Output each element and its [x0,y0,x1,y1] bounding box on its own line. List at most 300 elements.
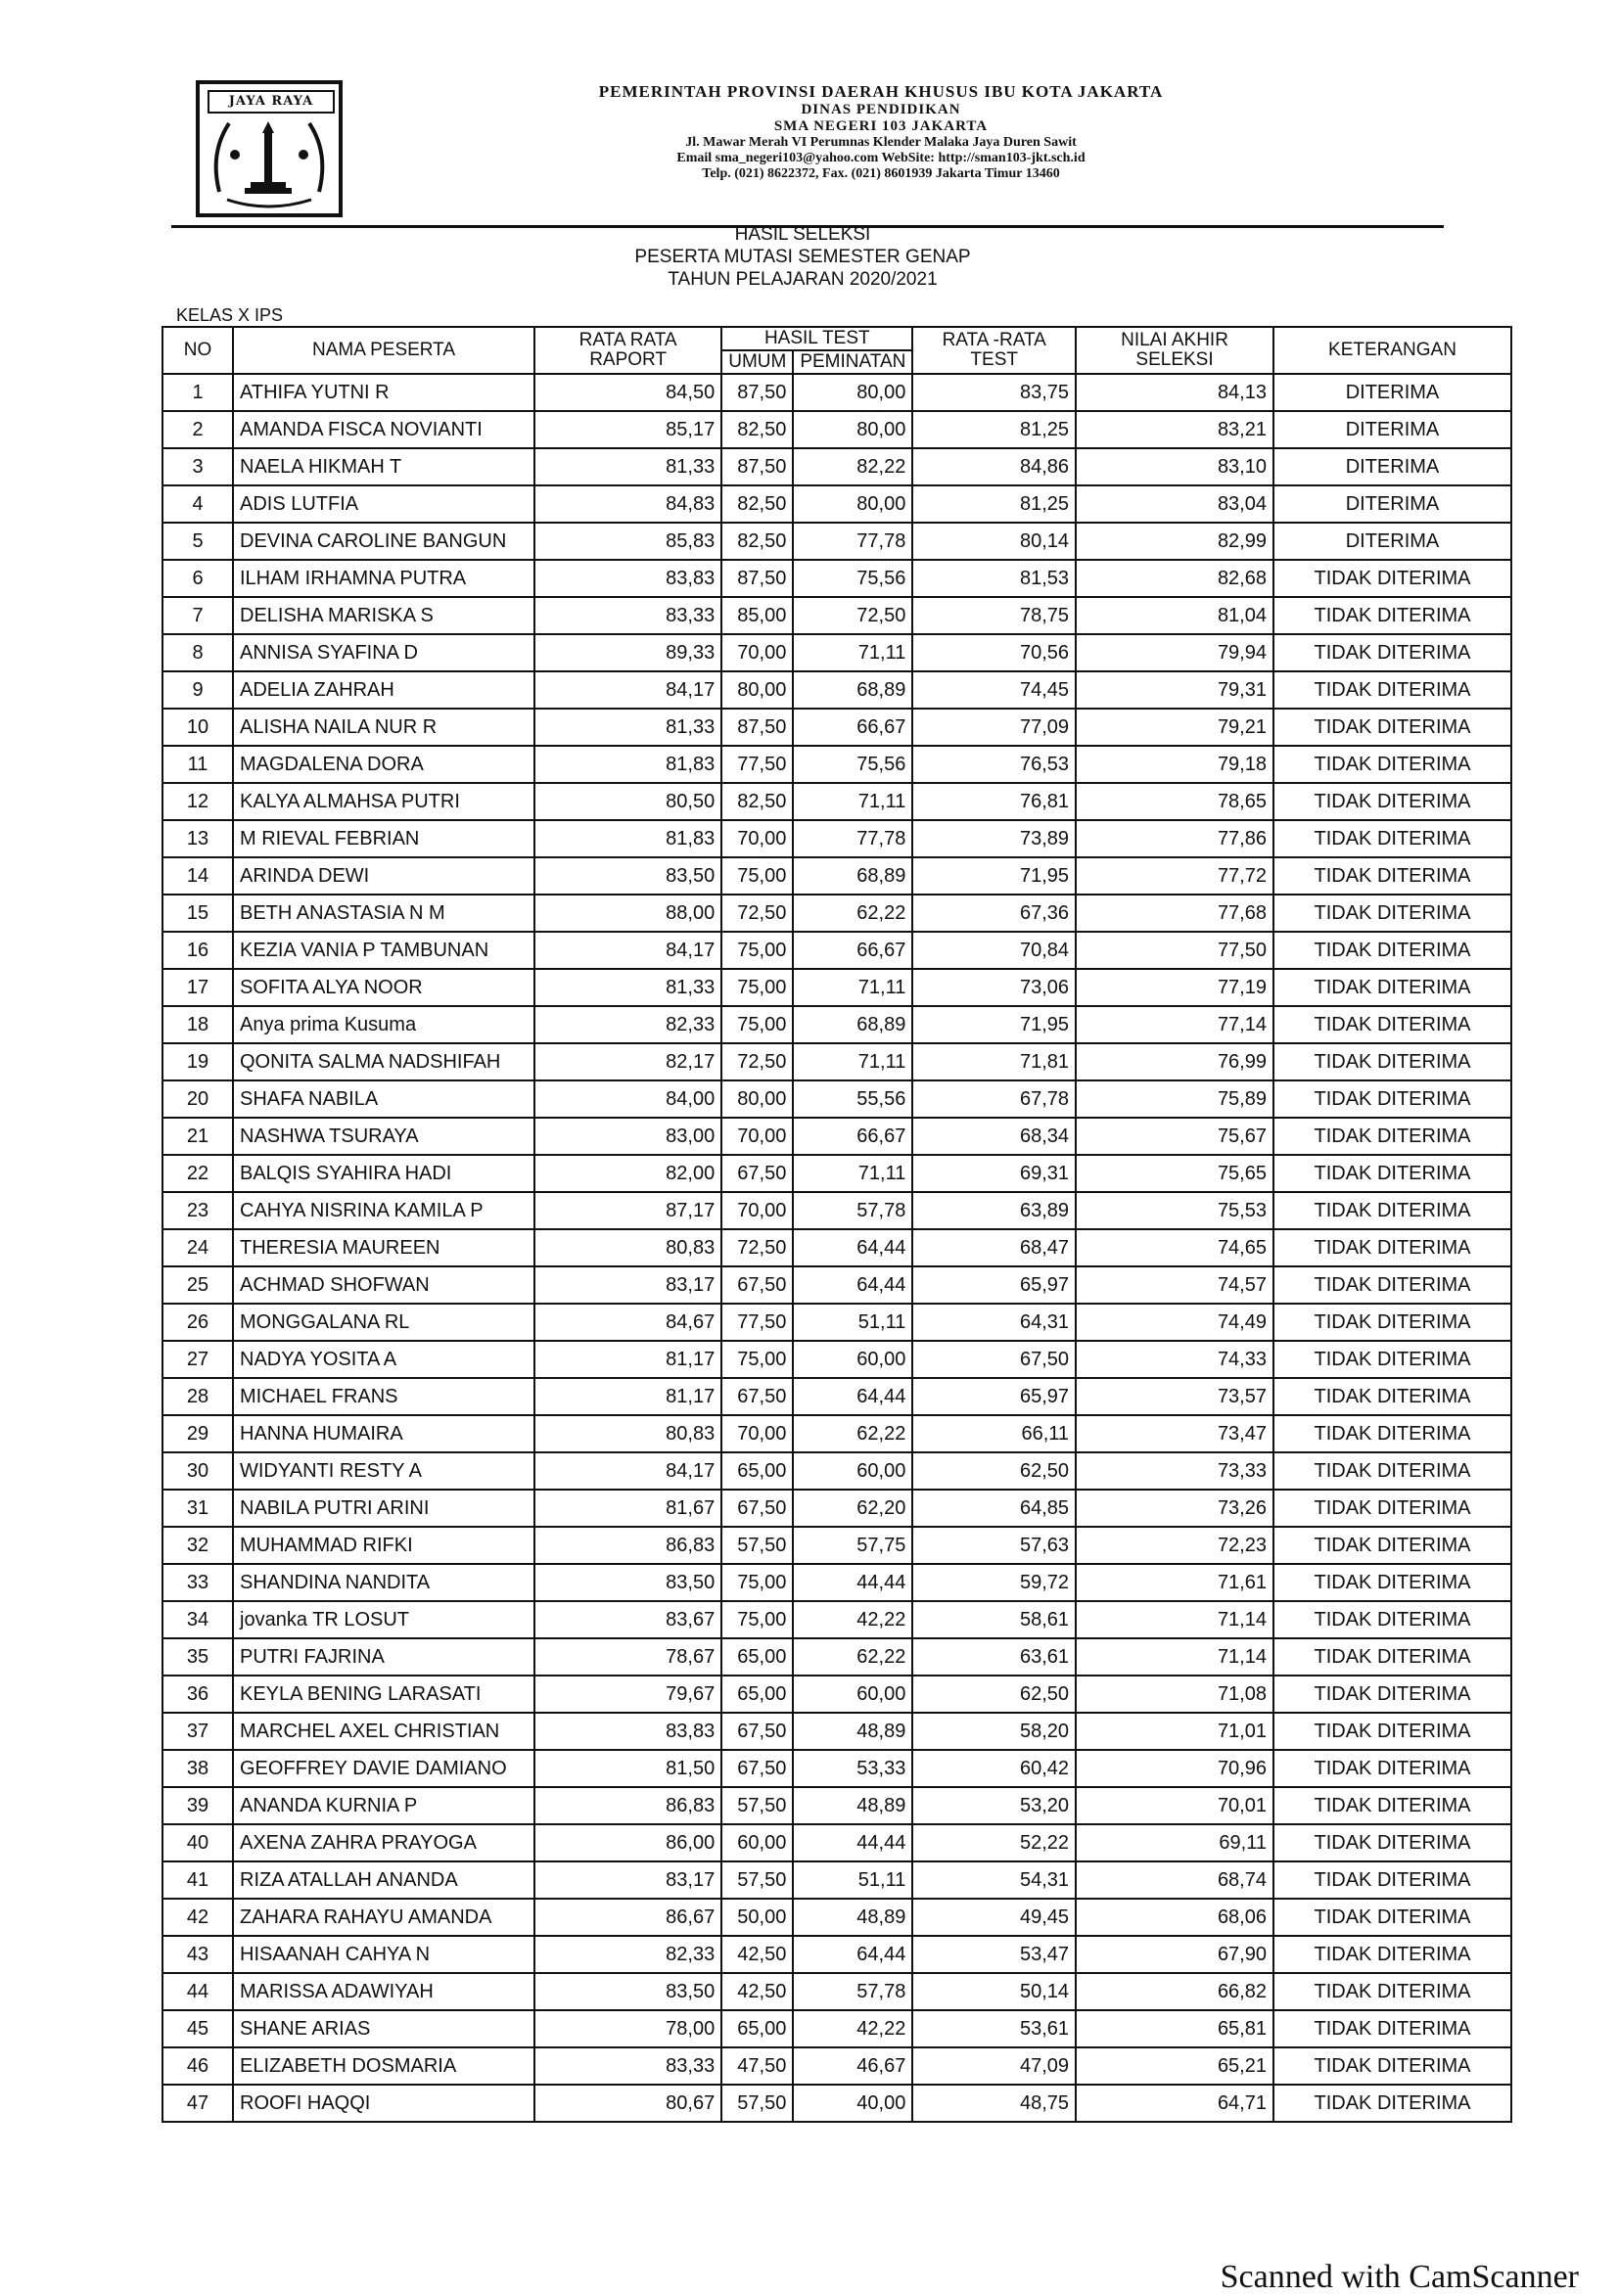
cell-rata-test: 81,53 [912,560,1076,597]
cell-no: 11 [162,746,233,783]
cell-name: HISAANAH CAHYA N [233,1936,534,1973]
cell-nilai-akhir: 73,33 [1076,1452,1273,1490]
table-row [162,857,1511,895]
cell-peminatan: 62,20 [793,1490,912,1527]
letterhead [196,80,1468,217]
cell-keterangan: TIDAK DITERIMA [1273,671,1511,709]
cell-nilai-akhir: 68,06 [1076,1899,1273,1936]
cell-keterangan: TIDAK DITERIMA [1273,1676,1511,1713]
cell-name: SHANDINA NANDITA [233,1564,534,1601]
cell-keterangan: TIDAK DITERIMA [1273,709,1511,746]
cell-rata-test: 47,09 [912,2047,1076,2085]
cell-keterangan: TIDAK DITERIMA [1273,2085,1511,2122]
institution-line-3: SMA NEGERI 103 JAKARTA [773,118,989,134]
cell-nilai-akhir: 75,65 [1076,1155,1273,1192]
cell-rata-test: 65,97 [912,1266,1076,1304]
cell-rapor: 86,83 [534,1787,721,1824]
cell-no: 6 [162,560,233,597]
table-row [162,2010,1511,2047]
cell-no: 28 [162,1378,233,1415]
cell-rapor: 78,00 [534,2010,721,2047]
cell-rata-test: 84,86 [912,448,1076,485]
cell-peminatan: 77,78 [793,523,912,560]
class-label: KELAS X IPS [176,305,284,325]
cell-rapor: 86,00 [534,1824,721,1861]
cell-umum: 70,00 [721,1415,793,1452]
cell-name: WIDYANTI RESTY A [233,1452,534,1490]
table-row [162,1564,1511,1601]
cell-name: KALYA ALMAHSA PUTRI [233,783,534,820]
cell-umum: 77,50 [721,746,793,783]
cell-umum: 82,50 [721,523,793,560]
cell-rapor: 81,67 [534,1490,721,1527]
cell-keterangan: TIDAK DITERIMA [1273,746,1511,783]
cell-no: 31 [162,1490,233,1527]
cell-keterangan: TIDAK DITERIMA [1273,1861,1511,1899]
cell-name: MAGDALENA DORA [233,746,534,783]
cell-name: jovanka TR LOSUT [233,1601,534,1638]
cell-no: 36 [162,1676,233,1713]
cell-nilai-akhir: 70,01 [1076,1787,1273,1824]
cell-nilai-akhir: 73,26 [1076,1490,1273,1527]
cell-umum: 72,50 [721,895,793,932]
cell-peminatan: 64,44 [793,1229,912,1266]
cell-peminatan: 42,22 [793,2010,912,2047]
cell-nilai-akhir: 83,10 [1076,448,1273,485]
cell-umum: 65,00 [721,1676,793,1713]
cell-umum: 67,50 [721,1750,793,1787]
cell-no: 45 [162,2010,233,2047]
cell-rata-test: 73,06 [912,969,1076,1006]
cell-rapor: 84,83 [534,485,721,523]
cell-umum: 57,50 [721,1527,793,1564]
cell-umum: 70,00 [721,820,793,857]
cell-rata-test: 63,61 [912,1638,1076,1676]
table-row [162,1899,1511,1936]
cell-rata-test: 68,34 [912,1118,1076,1155]
cell-peminatan: 51,11 [793,1861,912,1899]
cell-nilai-akhir: 65,21 [1076,2047,1273,2085]
cell-umum: 75,00 [721,1006,793,1043]
cell-nilai-akhir: 77,19 [1076,969,1273,1006]
cell-rapor: 85,83 [534,523,721,560]
cell-nilai-akhir: 79,21 [1076,709,1273,746]
cell-keterangan: TIDAK DITERIMA [1273,1601,1511,1638]
cell-rata-test: 57,63 [912,1527,1076,1564]
cell-name: HANNA HUMAIRA [233,1415,534,1452]
cell-name: MICHAEL FRANS [233,1378,534,1415]
cell-keterangan: TIDAK DITERIMA [1273,1452,1511,1490]
cell-rapor: 84,50 [534,374,721,411]
header-keterangan: KETERANGAN [1273,327,1511,374]
table-row [162,1750,1511,1787]
cell-rata-test: 53,47 [912,1936,1076,1973]
cell-peminatan: 77,78 [793,820,912,857]
cell-no: 2 [162,411,233,448]
cell-rata-test: 64,85 [912,1490,1076,1527]
cell-keterangan: TIDAK DITERIMA [1273,895,1511,932]
cell-no: 3 [162,448,233,485]
cell-name: ADELIA ZAHRAH [233,671,534,709]
cell-umum: 87,50 [721,374,793,411]
cell-keterangan: TIDAK DITERIMA [1273,1824,1511,1861]
table-row [162,1452,1511,1490]
cell-umum: 70,00 [721,634,793,671]
cell-nilai-akhir: 81,04 [1076,597,1273,634]
cell-peminatan: 66,67 [793,932,912,969]
header-rapor: RATA RATA RAPORT [534,327,721,374]
cell-rata-test: 68,47 [912,1229,1076,1266]
table-row [162,709,1511,746]
cell-rata-test: 59,72 [912,1564,1076,1601]
cell-name: PUTRI FAJRINA [233,1638,534,1676]
cell-umum: 75,00 [721,969,793,1006]
cell-peminatan: 75,56 [793,560,912,597]
cell-no: 35 [162,1638,233,1676]
cell-name: SOFITA ALYA NOOR [233,969,534,1006]
cell-nilai-akhir: 74,65 [1076,1229,1273,1266]
cell-no: 26 [162,1304,233,1341]
cell-name: ADIS LUTFIA [233,485,534,523]
cell-nilai-akhir: 70,96 [1076,1750,1273,1787]
title-line-1: HASIL SELEKSI [734,224,871,245]
cell-rata-test: 62,50 [912,1452,1076,1490]
cell-umum: 82,50 [721,783,793,820]
cell-no: 7 [162,597,233,634]
cell-peminatan: 46,67 [793,2047,912,2085]
cell-nilai-akhir: 73,57 [1076,1378,1273,1415]
cell-umum: 67,50 [721,1713,793,1750]
cell-no: 18 [162,1006,233,1043]
table-row [162,1824,1511,1861]
cell-rapor: 83,50 [534,1564,721,1601]
cell-no: 22 [162,1155,233,1192]
cell-peminatan: 68,89 [793,671,912,709]
cell-umum: 72,50 [721,1229,793,1266]
cell-no: 21 [162,1118,233,1155]
cell-name: GEOFFREY DAVIE DAMIANO [233,1750,534,1787]
cell-name: ANNISA SYAFINA D [233,634,534,671]
cell-rata-test: 83,75 [912,374,1076,411]
cell-name: AMANDA FISCA NOVIANTI [233,411,534,448]
cell-no: 40 [162,1824,233,1861]
cell-peminatan: 64,44 [793,1266,912,1304]
cell-rapor: 84,17 [534,1452,721,1490]
cell-umum: 75,00 [721,1564,793,1601]
cell-peminatan: 80,00 [793,374,912,411]
cell-umum: 67,50 [721,1155,793,1192]
cell-nilai-akhir: 84,13 [1076,374,1273,411]
header-name: NAMA PESERTA [233,327,534,374]
cell-umum: 70,00 [721,1192,793,1229]
cell-rapor: 84,17 [534,932,721,969]
table-row [162,1936,1511,1973]
cell-umum: 65,00 [721,1452,793,1490]
cell-rata-test: 69,31 [912,1155,1076,1192]
cell-peminatan: 60,00 [793,1452,912,1490]
cell-rapor: 82,33 [534,1936,721,1973]
cell-peminatan: 71,11 [793,783,912,820]
cell-rata-test: 67,50 [912,1341,1076,1378]
table-row [162,1155,1511,1192]
table-row [162,1043,1511,1080]
cell-name: ACHMAD SHOFWAN [233,1266,534,1304]
cell-no: 32 [162,1527,233,1564]
table-row [162,1787,1511,1824]
cell-name: KEYLA BENING LARASATI [233,1676,534,1713]
cell-name: SHAFA NABILA [233,1080,534,1118]
cell-rata-test: 49,45 [912,1899,1076,1936]
cell-umum: 82,50 [721,411,793,448]
table-row [162,374,1511,411]
cell-nilai-akhir: 77,50 [1076,932,1273,969]
header-peminatan: PEMINATAN [793,350,912,374]
cell-peminatan: 71,11 [793,969,912,1006]
table-row [162,634,1511,671]
cell-umum: 67,50 [721,1490,793,1527]
cell-nilai-akhir: 74,33 [1076,1341,1273,1378]
cell-nilai-akhir: 68,74 [1076,1861,1273,1899]
cell-name: THERESIA MAUREEN [233,1229,534,1266]
cell-peminatan: 64,44 [793,1936,912,1973]
cell-rata-test: 53,20 [912,1787,1076,1824]
cell-umum: 75,00 [721,932,793,969]
cell-no: 15 [162,895,233,932]
cell-umum: 75,00 [721,1601,793,1638]
cell-rata-test: 50,14 [912,1973,1076,2010]
cell-name: ANANDA KURNIA P [233,1787,534,1824]
cell-rapor: 81,83 [534,746,721,783]
cell-peminatan: 57,75 [793,1527,912,1564]
cell-umum: 82,50 [721,485,793,523]
cell-rapor: 84,00 [534,1080,721,1118]
cell-rapor: 81,17 [534,1378,721,1415]
cell-name: NAELA HIKMAH T [233,448,534,485]
cell-rapor: 81,83 [534,820,721,857]
cell-keterangan: TIDAK DITERIMA [1273,1341,1511,1378]
cell-keterangan: TIDAK DITERIMA [1273,1080,1511,1118]
cell-keterangan: TIDAK DITERIMA [1273,597,1511,634]
cell-keterangan: TIDAK DITERIMA [1273,1527,1511,1564]
cell-peminatan: 80,00 [793,485,912,523]
cell-rapor: 83,33 [534,597,721,634]
cell-keterangan: TIDAK DITERIMA [1273,1043,1511,1080]
cell-nilai-akhir: 69,11 [1076,1824,1273,1861]
document-titles [578,223,1028,291]
cell-keterangan: DITERIMA [1273,485,1511,523]
header-nilai-akhir: NILAI AKHIR SELEKSI [1076,327,1273,374]
table-row [162,1118,1511,1155]
cell-rapor: 81,33 [534,448,721,485]
cell-no: 12 [162,783,233,820]
cell-peminatan: 57,78 [793,1192,912,1229]
cell-umum: 85,00 [721,597,793,634]
cell-rapor: 82,00 [534,1155,721,1192]
cell-peminatan: 66,67 [793,709,912,746]
cell-umum: 70,00 [721,1118,793,1155]
institution-line-2: DINAS PENDIDIKAN [801,102,961,117]
cell-rapor: 81,33 [534,709,721,746]
cell-umum: 47,50 [721,2047,793,2085]
cell-nilai-akhir: 71,14 [1076,1638,1273,1676]
cell-no: 38 [162,1750,233,1787]
table-row [162,969,1511,1006]
cell-umum: 57,50 [721,1861,793,1899]
cell-nilai-akhir: 65,81 [1076,2010,1273,2047]
cell-umum: 50,00 [721,1899,793,1936]
cell-nilai-akhir: 71,08 [1076,1676,1273,1713]
cell-rapor: 79,67 [534,1676,721,1713]
table-body [162,374,1511,2122]
table-row [162,746,1511,783]
cell-name: ARINDA DEWI [233,857,534,895]
cell-rapor: 89,33 [534,634,721,671]
cell-rapor: 84,17 [534,671,721,709]
institution-address: Jl. Mawar Merah VI Perumnas Klender Malaka Jaya Duren Sawit [685,135,1077,150]
cell-no: 30 [162,1452,233,1490]
cell-rapor: 83,50 [534,1973,721,2010]
cell-name: ATHIFA YUTNI R [233,374,534,411]
cell-keterangan: TIDAK DITERIMA [1273,1750,1511,1787]
cell-nilai-akhir: 79,94 [1076,634,1273,671]
header-rata-test: RATA -RATA TEST [912,327,1076,374]
institution-header [392,82,1370,182]
cell-peminatan: 60,00 [793,1341,912,1378]
table-row [162,597,1511,634]
cell-rata-test: 77,09 [912,709,1076,746]
cell-peminatan: 57,78 [793,1973,912,2010]
cell-nilai-akhir: 82,68 [1076,560,1273,597]
cell-nilai-akhir: 79,31 [1076,671,1273,709]
table-row [162,2047,1511,2085]
cell-keterangan: TIDAK DITERIMA [1273,1304,1511,1341]
cell-umum: 75,00 [721,1341,793,1378]
cell-umum: 65,00 [721,1638,793,1676]
table-row [162,1304,1511,1341]
cell-keterangan: TIDAK DITERIMA [1273,783,1511,820]
table-row [162,1266,1511,1304]
table-row [162,1638,1511,1676]
cell-no: 24 [162,1229,233,1266]
cell-name: MONGGALANA RL [233,1304,534,1341]
cell-rata-test: 70,56 [912,634,1076,671]
cell-umum: 80,00 [721,671,793,709]
cell-peminatan: 60,00 [793,1676,912,1713]
cell-umum: 67,50 [721,1266,793,1304]
cell-no: 16 [162,932,233,969]
cell-no: 14 [162,857,233,895]
cell-peminatan: 42,22 [793,1601,912,1638]
table-row [162,1676,1511,1713]
cell-umum: 87,50 [721,448,793,485]
cell-nilai-akhir: 77,72 [1076,857,1273,895]
cell-keterangan: TIDAK DITERIMA [1273,820,1511,857]
cell-no: 44 [162,1973,233,2010]
cell-peminatan: 48,89 [793,1787,912,1824]
cell-nilai-akhir: 75,67 [1076,1118,1273,1155]
cell-keterangan: TIDAK DITERIMA [1273,560,1511,597]
cell-keterangan: TIDAK DITERIMA [1273,1266,1511,1304]
cell-rapor: 83,00 [534,1118,721,1155]
cell-rata-test: 78,75 [912,597,1076,634]
cell-no: 25 [162,1266,233,1304]
cell-peminatan: 51,11 [793,1304,912,1341]
cell-keterangan: TIDAK DITERIMA [1273,1564,1511,1601]
cell-name: BETH ANASTASIA N M [233,895,534,932]
cell-umum: 77,50 [721,1304,793,1341]
cell-peminatan: 82,22 [793,448,912,485]
cell-peminatan: 68,89 [793,1006,912,1043]
cell-no: 29 [162,1415,233,1452]
cell-name: RIZA ATALLAH ANANDA [233,1861,534,1899]
cell-keterangan: TIDAK DITERIMA [1273,1118,1511,1155]
cell-name: KEZIA VANIA P TAMBUNAN [233,932,534,969]
cell-keterangan: TIDAK DITERIMA [1273,969,1511,1006]
cell-name: ROOFI HAQQI [233,2085,534,2122]
cell-peminatan: 71,11 [793,1155,912,1192]
cell-no: 1 [162,374,233,411]
cell-keterangan: TIDAK DITERIMA [1273,1973,1511,2010]
table-row [162,1192,1511,1229]
cell-rapor: 81,17 [534,1341,721,1378]
cell-name: ZAHARA RAHAYU AMANDA [233,1899,534,1936]
cell-keterangan: TIDAK DITERIMA [1273,1192,1511,1229]
cell-name: ELIZABETH DOSMARIA [233,2047,534,2085]
table-row [162,448,1511,485]
cell-nilai-akhir: 74,49 [1076,1304,1273,1341]
cell-no: 33 [162,1564,233,1601]
cell-nilai-akhir: 72,23 [1076,1527,1273,1564]
cell-rapor: 83,17 [534,1861,721,1899]
cell-umum: 42,50 [721,1936,793,1973]
cell-keterangan: TIDAK DITERIMA [1273,932,1511,969]
cell-no: 20 [162,1080,233,1118]
cell-nilai-akhir: 74,57 [1076,1266,1273,1304]
cell-rata-test: 67,78 [912,1080,1076,1118]
institution-contact: Email sma_negeri103@yahoo.com WebSite: http://sman103-jkt.sch.id [676,151,1086,165]
cell-rapor: 83,50 [534,857,721,895]
table-row [162,1415,1511,1452]
cell-peminatan: 64,44 [793,1378,912,1415]
table-row [162,1006,1511,1043]
cell-rata-test: 76,53 [912,746,1076,783]
table-row [162,932,1511,969]
table-row [162,1080,1511,1118]
cell-rata-test: 76,81 [912,783,1076,820]
cell-keterangan: TIDAK DITERIMA [1273,1415,1511,1452]
cell-keterangan: TIDAK DITERIMA [1273,1787,1511,1824]
cell-nilai-akhir: 78,65 [1076,783,1273,820]
table-row [162,1229,1511,1266]
cell-peminatan: 71,11 [793,634,912,671]
cell-rapor: 86,67 [534,1899,721,1936]
cell-rata-test: 53,61 [912,2010,1076,2047]
cell-rata-test: 48,75 [912,2085,1076,2122]
cell-rata-test: 54,31 [912,1861,1076,1899]
cell-keterangan: TIDAK DITERIMA [1273,1713,1511,1750]
cell-nilai-akhir: 82,99 [1076,523,1273,560]
cell-rapor: 84,67 [534,1304,721,1341]
cell-umum: 72,50 [721,1043,793,1080]
cell-name: NASHWA TSURAYA [233,1118,534,1155]
cell-rata-test: 63,89 [912,1192,1076,1229]
table-row [162,2085,1511,2122]
cell-name: Anya prima Kusuma [233,1006,534,1043]
cell-nilai-akhir: 77,86 [1076,820,1273,857]
cell-umum: 80,00 [721,1080,793,1118]
cell-rapor: 80,83 [534,1229,721,1266]
cell-rapor: 83,83 [534,1713,721,1750]
